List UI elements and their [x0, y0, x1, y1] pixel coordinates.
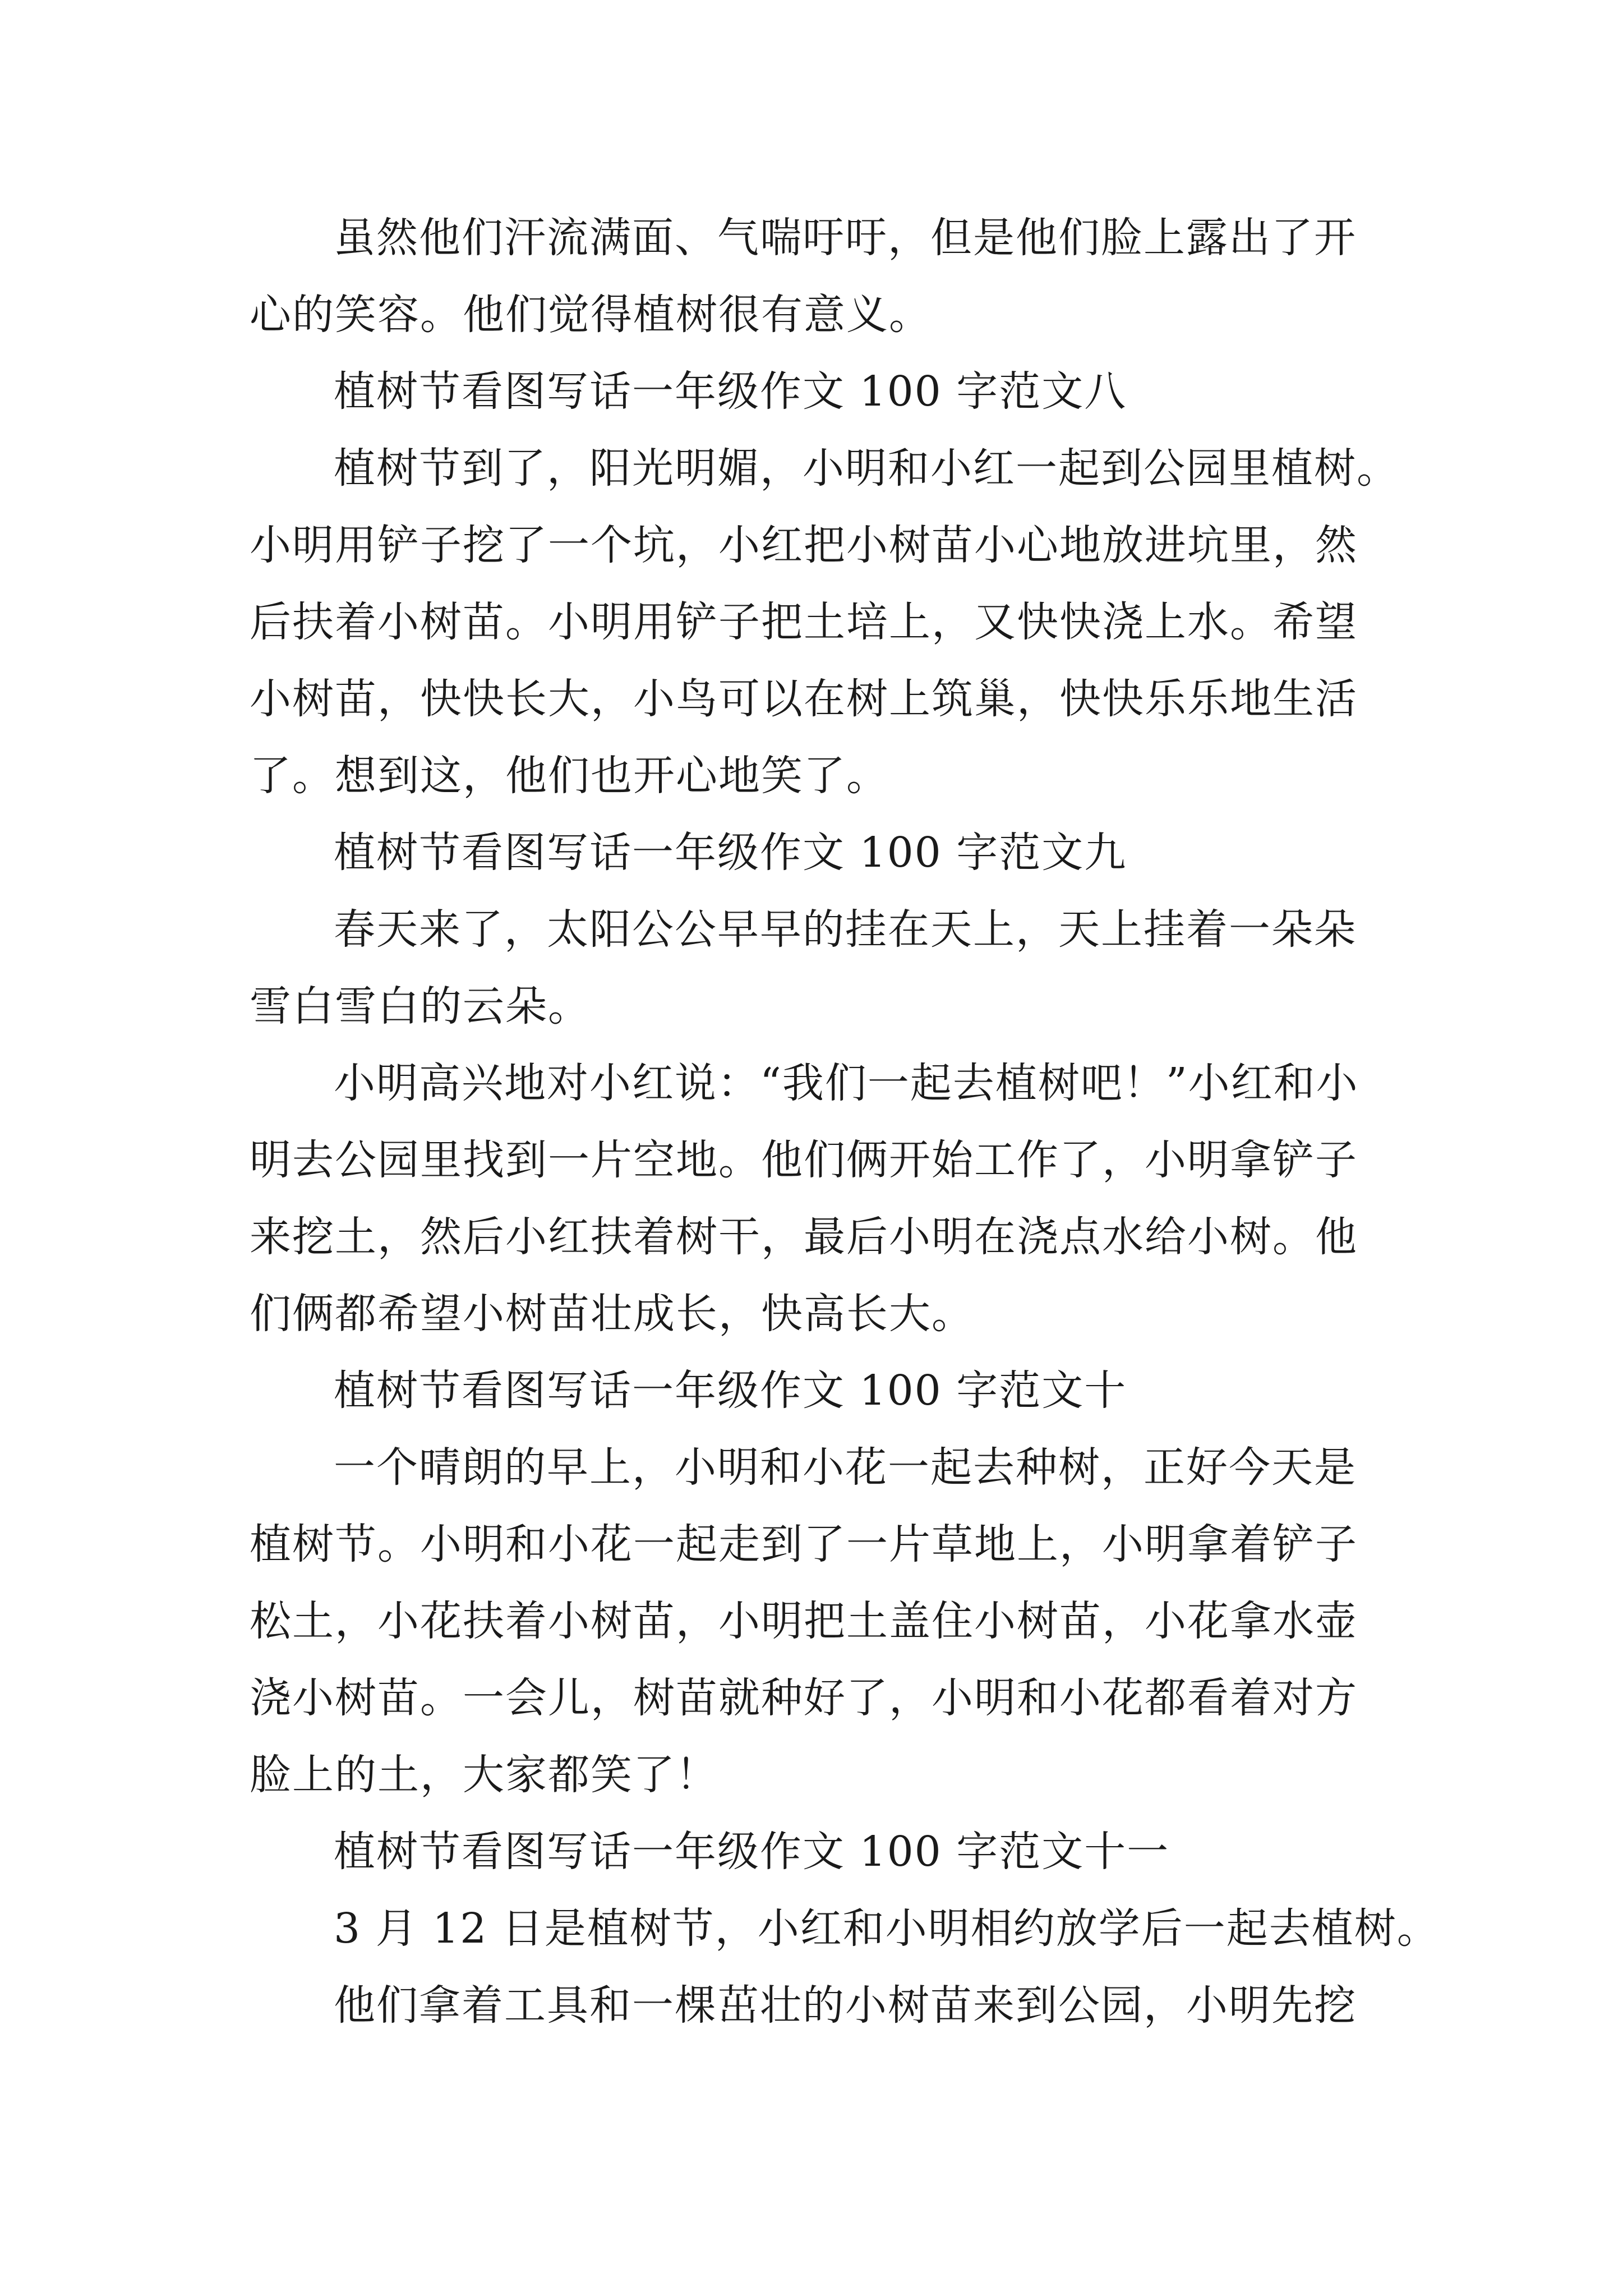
paragraph-line: 脸上的土，大家都笑了！ [250, 1751, 718, 1799]
paragraph-line: 植树节。小明和小花一起走到了一片草地上，小明拿着铲子 [250, 1520, 1358, 1568]
paragraph-line: 了。想到这，他们也开心地笑了。 [250, 752, 889, 800]
paragraph-line: 小明用铲子挖了一个坑，小红把小树苗小心地放进坑里，然 [250, 521, 1358, 569]
paragraph-line: 后扶着小树苗。小明用铲子把土培上，又快快浇上水。希望 [250, 598, 1358, 646]
essay-heading: 植树节看图写话一年级作文 100 字范文八 [334, 367, 1127, 416]
paragraph-line: 3 月 12 日是植树节，小红和小明相约放学后一起去植树。 [334, 1904, 1440, 1953]
paragraph-line: 小树苗，快快长大，小鸟可以在树上筑巢，快快乐乐地生活 [250, 675, 1358, 723]
paragraph-line: 来挖土，然后小红扶着树干，最后小明在浇点水给小树。他 [250, 1213, 1358, 1261]
paragraph-line: 明去公园里找到一片空地。他们俩开始工作了，小明拿铲子 [250, 1136, 1358, 1184]
paragraph-line: 们俩都希望小树苗壮成长，快高长大。 [250, 1290, 974, 1338]
essay-heading: 植树节看图写话一年级作文 100 字范文九 [334, 829, 1127, 877]
essay-heading: 植树节看图写话一年级作文 100 字范文十 [334, 1366, 1127, 1415]
paragraph-line: 他们拿着工具和一棵茁壮的小树苗来到公园，小明先挖 [334, 1981, 1357, 2030]
paragraph-line: 虽然他们汗流满面、气喘吁吁，但是他们脸上露出了开 [334, 214, 1357, 262]
paragraph-line: 雪白雪白的云朵。 [250, 982, 591, 1030]
paragraph-line: 春天来了，太阳公公早早的挂在天上，天上挂着一朵朵 [334, 905, 1357, 954]
document-page [250, 200, 1440, 2044]
paragraph-line: 一个晴朗的早上，小明和小花一起去种树，正好今天是 [334, 1443, 1357, 1492]
paragraph-line: 心的笑容。他们觉得植树很有意义。 [250, 291, 932, 339]
paragraph-line: 松土，小花扶着小树苗，小明把土盖住小树苗，小花拿水壶 [250, 1597, 1358, 1645]
paragraph-line: 浇小树苗。一会儿，树苗就种好了，小明和小花都看着对方 [250, 1674, 1358, 1722]
paragraph-line: 植树节到了，阳光明媚，小明和小红一起到公园里植树。 [334, 444, 1399, 493]
paragraph-line: 小明高兴地对小红说：“我们一起去植树吧！”小红和小 [334, 1059, 1359, 1107]
essay-heading: 植树节看图写话一年级作文 100 字范文十一 [334, 1828, 1170, 1876]
